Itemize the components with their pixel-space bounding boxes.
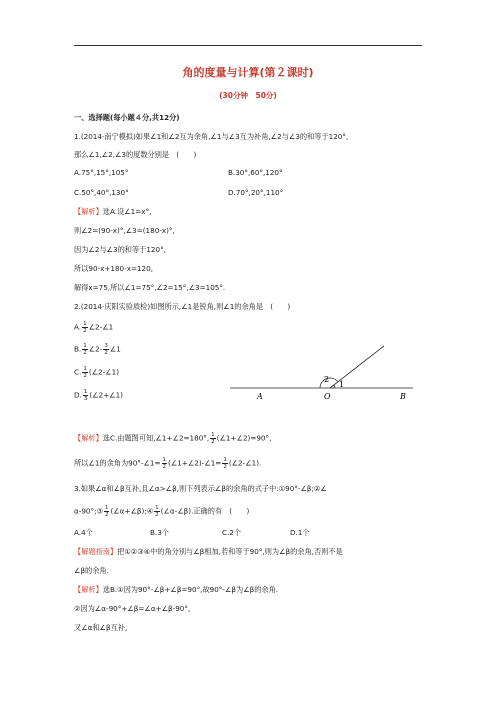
- q2-option-b: B. $\frac{1}{2}$ ∠2- $\frac{3}{2}$ ∠1: [74, 343, 121, 356]
- q1-option-a: A.75°,15°,105°: [74, 168, 129, 177]
- q1-stem-line1: 1.(2014·南宁模拟)如果∠1和∠2互为余角,∠1与∠3互为补角,∠2与∠3的和等于120°,: [74, 132, 349, 141]
- q1-option-b: B.30°,60°,120°: [228, 168, 283, 177]
- q3-guide-line2: ∠β的余角.: [74, 566, 109, 575]
- q3-option-a: A.4个: [74, 528, 93, 537]
- q3-guide-line1: 【解题指南】把①②③④中的角分别与∠β相加,若和等于90°,则为∠β的余角,否则不是: [74, 547, 343, 556]
- q3-solution-line1: 【解析】选B.①因为90°-∠β+∠β=90°,故90°-∠β为∠β的余角.: [74, 585, 279, 594]
- page-subtitle: (30分钟 50分): [219, 91, 277, 100]
- q3-solution-tag: 【解析】: [74, 585, 103, 594]
- q2-option-a: A. $\frac{1}{2}$ ∠2-∠1: [74, 321, 114, 334]
- figure-label-b: B: [400, 392, 406, 401]
- section-heading: 一、选择题(每小题４分,共12分): [74, 113, 180, 122]
- q1-solution-line3: 因为∠2与∠3的和等于120°,: [74, 245, 166, 254]
- q2-angle-figure: [230, 340, 430, 405]
- q3-guide-tag: 【解题指南】: [74, 547, 118, 556]
- q2-solution-line1: 【解析】选C.由题图可知,∠1+∠2=180°, $\frac{1}{2}$ (∠1+∠2)=90°,: [74, 432, 272, 445]
- q3-solution-line2: ②因为∠α-90°+∠β=∠α+∠β-90°,: [74, 604, 191, 613]
- q3-stem-line2: α-90°;③ $\frac{1}{2}$ (∠α+∠β);④ $\frac{1}{2}$ (∠α-∠β).正确的有 ( ): [74, 505, 250, 518]
- q2-option-d: D. $\frac{1}{3}$ (∠2+∠1): [74, 389, 123, 402]
- q3-option-c: C.2个: [222, 528, 242, 537]
- q1-stem-line2: 那么∠1,∠2,∠3的度数分别是 ( ): [74, 150, 197, 159]
- figure-label-a: A: [257, 392, 263, 401]
- q3-solution-line3: 又∠α和∠β互补,: [74, 623, 128, 632]
- q1-solution-line2: 则∠2=(90-x)°,∠3=(180-x)°,: [74, 226, 175, 235]
- q2-stem-line1: 2.(2014·庆阳实验质检)如图所示,∠1是锐角,则∠1的余角是 ( ): [74, 302, 291, 311]
- q1-solution-line5: 解得x=75,所以∠1=75°,∠2=15°,∠3=105°.: [74, 283, 226, 292]
- q1-option-d: D.70°,20°,110°: [228, 188, 284, 197]
- q2-solution-tag: 【解析】: [74, 433, 103, 443]
- q3-stem-line1: 3.如果∠α和∠β互补,且∠α>∠β,则下列表示∠β的余角的式子中:①90°-∠β;②∠: [74, 484, 327, 493]
- page-title: 角的度量与计算(第２课时): [182, 66, 314, 79]
- header-rule: [74, 45, 422, 46]
- q3-option-b: B.3个: [150, 528, 169, 537]
- q1-option-c: C.50°,40°,130°: [74, 188, 129, 197]
- figure-label-1: 1: [339, 380, 345, 389]
- q2-solution-line2: 所以∠1的余角为90°-∠1= $\frac{1}{2}$ (∠1+∠2)-∠1= $\frac{1}{2}$ (∠2-∠1).: [74, 457, 262, 470]
- figure-arc-1: [334, 385, 335, 388]
- q1-solution-line1: 【解析】选A.设∠1=x°,: [74, 207, 152, 216]
- q3-option-d: D.1个: [290, 528, 310, 537]
- q2-option-c: C. $\frac{1}{2}$ (∠2-∠1): [74, 366, 120, 379]
- figure-label-2: 2: [324, 375, 330, 384]
- figure-label-o: O: [324, 392, 331, 401]
- q1-solution-line4: 所以90-x+180-x=120,: [74, 264, 153, 273]
- q1-solution-tag: 【解析】: [74, 207, 103, 216]
